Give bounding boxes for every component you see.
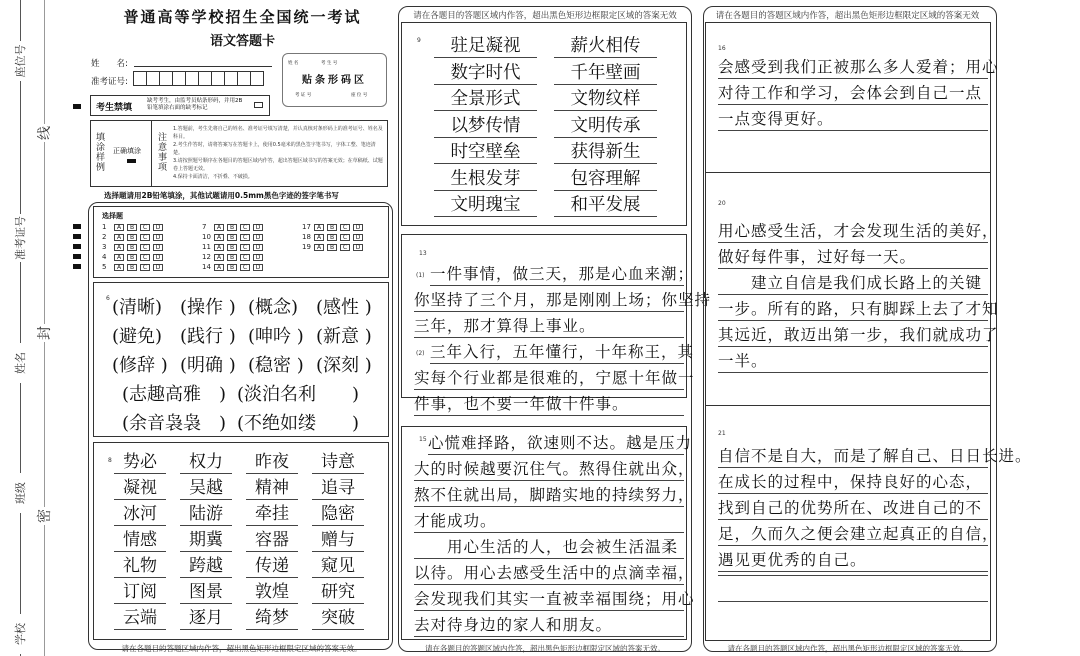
q9-answer-box[interactable]: [401, 22, 687, 226]
ticket-number-boxes[interactable]: [134, 71, 264, 86]
answer-text: (新意 ): [316, 326, 372, 347]
notice-items: [173, 125, 383, 181]
card-subtitle: 语文答题卡: [209, 34, 275, 49]
choice-option-D[interactable]: D: [153, 234, 163, 241]
question-number: 13: [419, 250, 427, 257]
choice-number: 18: [302, 233, 311, 241]
answer-line: [718, 575, 988, 576]
choice-option-A[interactable]: A: [114, 254, 124, 261]
ticket-digit-box[interactable]: [237, 71, 251, 86]
answer-word: 跨越: [180, 555, 232, 578]
answer-text: (稳密 ): [248, 355, 304, 376]
choice-option-D[interactable]: D: [153, 254, 163, 261]
choice-option-D[interactable]: D: [153, 224, 163, 231]
choice-option-B[interactable]: B: [227, 234, 237, 241]
notice-item: 1.答题前，考生先将自己的姓名、准考证号填写清楚，并认真核对条形码上的准考证号、姓名及科目。: [173, 126, 383, 140]
instruction-text: 选择题请用2B铅笔填涂，其他试题请用0.5mm黑色字迹的签字笔书写: [104, 191, 339, 200]
panel-header: 请在各题目的答题区域内作答，超出黑色矩形边框限定区域的答案无效: [413, 11, 677, 21]
choice-option-A[interactable]: A: [214, 264, 224, 271]
question-number: 8: [108, 457, 112, 464]
answer-word: 吴越: [180, 477, 232, 500]
answer-line: 心慌难择路，欲速则不达。越是压力: [428, 432, 684, 455]
choice-option-C[interactable]: C: [340, 244, 350, 251]
choice-option-C[interactable]: C: [340, 234, 350, 241]
choice-option-C[interactable]: C: [240, 234, 250, 241]
choice-number: 1: [102, 223, 107, 231]
seal-label: 密: [34, 507, 54, 525]
subquestion-2-label: (2): [416, 350, 425, 357]
ticket-digit-box[interactable]: [250, 71, 264, 86]
answer-line: 一件事情，做三天，那是心血来潮；: [430, 263, 684, 286]
ticket-digit-box[interactable]: [211, 71, 225, 86]
answer-word: 陆游: [180, 503, 232, 526]
answer-word: 以梦传情: [434, 115, 537, 138]
answer-word: 数字时代: [434, 62, 537, 85]
choice-option-B[interactable]: B: [127, 264, 137, 271]
answer-word: 逐月: [180, 607, 232, 630]
choice-option-D[interactable]: D: [153, 264, 163, 271]
choice-question-row: [202, 253, 266, 261]
footer-note: 请在各题目的答题区域内作答，超出黑色矩形边框限定区域的答案无效。: [425, 644, 665, 653]
choice-number: 11: [202, 243, 211, 251]
answer-text: (志趣高雅 ): [122, 384, 227, 405]
timing-mark: [73, 244, 81, 249]
answer-text: (呻吟 ): [248, 326, 304, 347]
choice-option-A[interactable]: A: [214, 224, 224, 231]
choice-option-B[interactable]: B: [127, 254, 137, 261]
answer-line: [718, 601, 988, 602]
answer-word: 权力: [180, 451, 232, 474]
answer-line: 其远近，敢迈出第一步，我们就成功了: [718, 324, 988, 347]
correct-fill-label: 正确填涂: [113, 147, 141, 155]
choice-question-row: [202, 263, 266, 271]
choice-option-B[interactable]: B: [227, 264, 237, 271]
answer-text: (感性 ): [316, 297, 372, 318]
choice-option-B[interactable]: B: [327, 224, 337, 231]
choice-option-A[interactable]: A: [314, 224, 324, 231]
answer-line: 件事，也不要一年做十件事。: [414, 393, 684, 416]
ticket-digit-box[interactable]: [159, 71, 173, 86]
notice-label: 注意事项: [158, 133, 168, 173]
answer-text: (操作 ): [180, 297, 236, 318]
ticket-digit-box[interactable]: [133, 71, 147, 86]
footer-note: 请在各题目的答题区域内作答，超出黑色矩形边框限定区域的答案无效。: [727, 644, 968, 653]
answer-line: 大的时候越要沉住气。熬得住就出众，: [414, 458, 684, 481]
answer-word: 研究: [312, 581, 364, 604]
choice-option-B[interactable]: B: [227, 224, 237, 231]
choice-option-B[interactable]: B: [127, 224, 137, 231]
answer-text: (余音袅袅 ): [122, 413, 227, 434]
answer-line: 三年入行，五年懂行，十年称王，其: [430, 341, 684, 364]
choice-option-C[interactable]: C: [140, 254, 150, 261]
answer-line: 做好每件事，过好每一天。: [718, 246, 988, 269]
answer-word: 赠与: [312, 529, 364, 552]
forbidden-text: 缺考考生，由监考员贴条形码，并用2B铅笔填涂右面的缺考标记: [147, 98, 243, 111]
choice-option-D[interactable]: D: [153, 244, 163, 251]
answer-word: 包容理解: [554, 168, 657, 191]
choice-option-C[interactable]: C: [140, 224, 150, 231]
answer-word: 势必: [114, 451, 166, 474]
subquestion-1-label: (1): [416, 272, 425, 279]
answer-text: (明确 ): [180, 355, 236, 376]
answer-word: 隐密: [312, 503, 364, 526]
choice-question-row: [202, 223, 266, 231]
answer-line: 遇见更优秀的自己。: [718, 549, 988, 572]
choice-number: 19: [302, 243, 311, 251]
q16-answer-box[interactable]: [705, 22, 999, 173]
ticket-digit-box[interactable]: [146, 71, 160, 86]
margin-label: 学校: [12, 614, 28, 654]
ticket-digit-box[interactable]: [224, 71, 238, 86]
choice-question-row: [202, 233, 266, 241]
notice-item: 4.保持卡面清洁，不折叠、不破损。: [173, 174, 253, 180]
answer-line: 在成长的过程中，保持良好的心态，: [718, 471, 988, 494]
exam-title: 普通高等学校招生全国统一考试: [123, 8, 362, 26]
absent-mark-box[interactable]: [254, 102, 263, 108]
choice-question-row: [102, 233, 166, 241]
answer-word: 礼物: [114, 555, 166, 578]
choice-number: 14: [202, 263, 211, 271]
answer-text: (不绝如缕 ): [237, 413, 360, 434]
choice-question-row: [302, 243, 366, 251]
question-number: 20: [718, 200, 726, 207]
q20-answer-box[interactable]: [705, 172, 999, 406]
ticket-digit-box[interactable]: [198, 71, 212, 86]
answer-line: 找到自己的优势所在、改进自己的不: [718, 497, 988, 520]
name-label: 姓 名:: [91, 59, 128, 69]
answer-word: 图景: [180, 581, 232, 604]
choice-option-B[interactable]: B: [227, 244, 237, 251]
answer-line: 才能成功。: [414, 510, 684, 533]
barcode-name: 姓 名: [288, 61, 299, 66]
sample-notice-box: [90, 120, 388, 187]
notice-item: 2.考生作答时，请将答案写在答题卡上，使用0.5毫米的黑色签字笔书写，字体工整、笔迹清楚。: [173, 142, 376, 156]
choice-option-D[interactable]: D: [253, 254, 263, 261]
choice-option-C[interactable]: C: [340, 224, 350, 231]
forbidden-box: [90, 95, 270, 116]
answer-word: 精神: [246, 477, 298, 500]
answer-line: 对待工作和学习，会体会到自己一点: [718, 82, 988, 105]
choice-option-A[interactable]: A: [114, 244, 124, 251]
barcode-exam-no: 考 生 号: [321, 61, 338, 66]
choice-option-B[interactable]: B: [327, 234, 337, 241]
answer-line: 以待。用心去感受生活中的点滴幸福，: [414, 562, 684, 585]
choice-number: 4: [102, 253, 107, 261]
answer-word: 获得新生: [554, 141, 657, 164]
choice-number: 5: [102, 263, 107, 271]
answer-word: 容器: [246, 529, 298, 552]
question-number: 9: [417, 37, 421, 44]
answer-word: 文明传承: [554, 115, 657, 138]
answer-text: (淡泊名利 ): [237, 384, 360, 405]
choice-title: 选择题: [102, 212, 123, 220]
choice-number: 2: [102, 233, 107, 241]
choice-question-row: [302, 233, 366, 241]
choice-option-B[interactable]: B: [127, 234, 137, 241]
answer-text: (修辞 ): [112, 355, 168, 376]
margin-label: 座位号: [12, 41, 28, 81]
answer-line: 熬不住就出局，脚踏实地的持续努力，: [414, 484, 684, 507]
timing-mark: [73, 104, 81, 109]
answer-word: 订阅: [114, 581, 166, 604]
timing-mark: [73, 264, 81, 269]
answer-line: 用心生活的人，也会被生活温柔: [414, 536, 684, 559]
q21-answer-box[interactable]: [705, 405, 1032, 641]
choice-option-B[interactable]: B: [227, 254, 237, 261]
answer-text: (概念): [248, 297, 299, 318]
question-number: 16: [718, 45, 726, 52]
answer-text: (清晰): [112, 297, 163, 318]
choice-question-row: [102, 243, 166, 251]
timing-mark: [73, 254, 81, 259]
answer-word: 薪火相传: [554, 35, 657, 58]
barcode-area: [282, 53, 387, 107]
choice-option-C[interactable]: C: [240, 264, 250, 271]
timing-mark: [73, 234, 81, 239]
choice-option-B[interactable]: B: [327, 244, 337, 251]
q15-answer-box[interactable]: [401, 426, 695, 640]
choice-option-D[interactable]: D: [353, 234, 363, 241]
seal-label: 封: [34, 324, 54, 342]
answer-word: 突破: [312, 607, 364, 630]
answer-word: 绮梦: [246, 607, 298, 630]
answer-text: (避免): [112, 326, 163, 347]
answer-line: 会感受到我们正被那么多人爱着；用心: [718, 56, 988, 79]
choice-option-C[interactable]: C: [140, 234, 150, 241]
q6-answer-box[interactable]: [93, 282, 389, 437]
choice-option-C[interactable]: C: [140, 264, 150, 271]
footer-note: 请在各题目的答题区域内作答，超出黑色矩形边框限定区域的答案无效。: [121, 644, 362, 653]
panel-header: 请在各题目的答题区域内作答，超出黑色矩形边框限定区域的答案无效: [715, 11, 980, 21]
answer-word: 全景形式: [434, 88, 537, 111]
answer-line: 会发现我们其实一直被幸福围绕；用心: [414, 588, 684, 611]
choice-option-D[interactable]: D: [253, 234, 263, 241]
answer-line: 足，久而久之便会建立起真正的自信，: [718, 523, 988, 546]
barcode-cert-no: 考 证 号: [295, 93, 312, 98]
choice-option-A[interactable]: A: [314, 244, 324, 251]
answer-word: 诗意: [312, 451, 364, 474]
answer-line: 去对待身边的家人和朋友。: [414, 614, 684, 637]
choice-option-D[interactable]: D: [353, 244, 363, 251]
choice-question-row: [302, 223, 366, 231]
choice-option-D[interactable]: D: [253, 224, 263, 231]
choice-number: 3: [102, 243, 107, 251]
answer-line: 一步。所有的路，只有脚踩上去了才知: [718, 298, 988, 321]
answer-line: 一点变得更好。: [718, 108, 988, 131]
answer-line: 自信不是自大，而是了解自己、日日长进。: [718, 445, 988, 468]
choice-question-row: [102, 263, 166, 271]
answer-word: 生根发芽: [434, 168, 537, 191]
choice-question-row: [102, 253, 166, 261]
notice-item: 3.请按照题号顺序在各题目的答题区域内作答，超出答题区域书写的答案无效；在草稿纸、试题卷上答题无效。: [173, 158, 383, 172]
answer-word: 和平发展: [554, 194, 657, 217]
seal-label: 线: [34, 124, 54, 142]
answer-line: 建立自信是我们成长路上的关键: [718, 272, 988, 295]
answer-word: 期冀: [180, 529, 232, 552]
barcode-seat-no: 座 位 号: [351, 93, 368, 98]
choice-option-D[interactable]: D: [353, 224, 363, 231]
choice-number: 10: [202, 233, 211, 241]
answer-word: 情感: [114, 529, 166, 552]
answer-line: 你坚持了三个月，那是刚刚上场；你坚持: [414, 289, 684, 312]
margin-label: 班级: [12, 473, 28, 513]
choice-option-A[interactable]: A: [314, 234, 324, 241]
choice-option-B[interactable]: B: [127, 244, 137, 251]
ticket-label: 准考证号:: [91, 77, 128, 87]
answer-line: 用心感受生活，才会发现生活的美好，: [718, 220, 988, 243]
choice-question-row: [202, 243, 266, 251]
answer-word: 追寻: [312, 477, 364, 500]
answer-text: (深刻 ): [316, 355, 372, 376]
q8-answer-box[interactable]: [93, 442, 389, 640]
answer-word: 冰河: [114, 503, 166, 526]
question-number: 15: [419, 436, 427, 443]
answer-word: 文明瑰宝: [434, 194, 537, 217]
answer-word: 传递: [246, 555, 298, 578]
sample-label: 填涂样例: [96, 133, 106, 173]
choice-option-C[interactable]: C: [240, 244, 250, 251]
ticket-digit-box[interactable]: [185, 71, 199, 86]
answer-word: 云端: [114, 607, 166, 630]
choice-option-A[interactable]: A: [114, 224, 124, 231]
margin-label: 准考证号: [14, 216, 27, 260]
choice-number: 17: [302, 223, 311, 231]
name-field[interactable]: [134, 66, 272, 67]
barcode-title: 贴条形码区: [302, 75, 367, 86]
choice-number: 12: [202, 253, 211, 261]
question-number: 21: [718, 430, 726, 437]
q13-answer-box[interactable]: [401, 234, 712, 413]
ticket-digit-box[interactable]: [172, 71, 186, 86]
question-number: 6: [106, 295, 110, 302]
answer-word: 窥见: [312, 555, 364, 578]
choice-question-row: [102, 223, 166, 231]
choice-option-D[interactable]: D: [253, 244, 263, 251]
choice-option-D[interactable]: D: [253, 264, 263, 271]
answer-word: 牵挂: [246, 503, 298, 526]
timing-mark: [73, 224, 81, 229]
choice-option-C[interactable]: C: [140, 244, 150, 251]
margin-line: [20, 0, 21, 656]
choice-option-C[interactable]: C: [240, 224, 250, 231]
correct-fill-sample: [127, 159, 136, 163]
answer-word: 昨夜: [246, 451, 298, 474]
answer-line: 一半。: [718, 350, 988, 373]
choice-option-A[interactable]: A: [214, 254, 224, 261]
answer-word: 凝视: [114, 477, 166, 500]
answer-word: 驻足凝视: [434, 35, 537, 58]
choice-section: [93, 206, 389, 278]
choice-option-A[interactable]: A: [214, 234, 224, 241]
answer-word: 敦煌: [246, 581, 298, 604]
answer-word: 千年壁画: [554, 62, 657, 85]
answer-text: (践行 ): [180, 326, 236, 347]
answer-line: 实每个行业都是很难的，宁愿十年做一: [414, 367, 684, 390]
margin-label: 姓名: [12, 343, 28, 383]
answer-word: 文物纹样: [554, 88, 657, 111]
forbidden-label: 考生禁填: [96, 103, 133, 113]
choice-option-A[interactable]: A: [214, 244, 224, 251]
choice-number: 7: [202, 223, 207, 231]
choice-option-C[interactable]: C: [240, 254, 250, 261]
answer-word: 时空壁垒: [434, 141, 537, 164]
choice-option-A[interactable]: A: [114, 264, 124, 271]
choice-option-A[interactable]: A: [114, 234, 124, 241]
answer-line: 三年，那才算得上事业。: [414, 315, 684, 338]
